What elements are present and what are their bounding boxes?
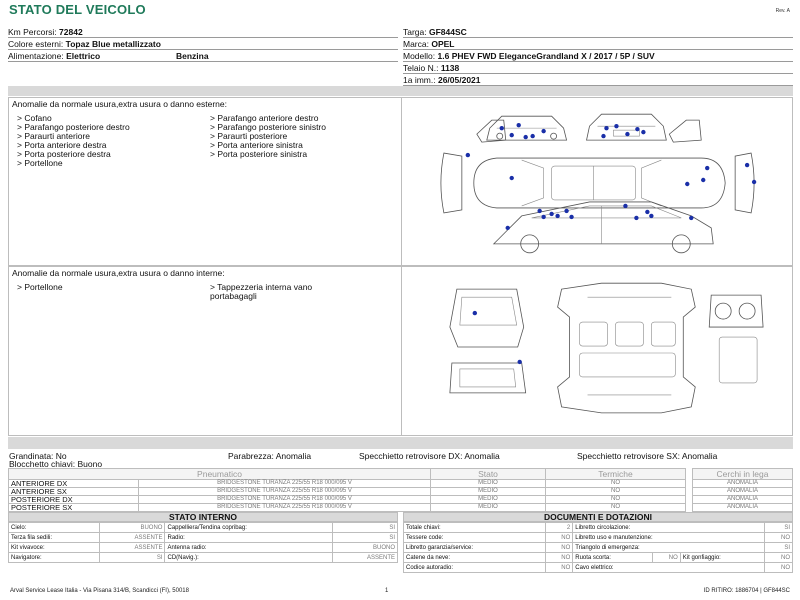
interior-label: Radio: (165, 533, 332, 543)
windshield-status: Parabrezza: Anomalia (228, 451, 312, 461)
internal-damage-list-1 (17, 283, 63, 292)
external-damage-item: > Paraurti anteriore (17, 131, 90, 141)
document-value: SI (765, 543, 793, 553)
tyre-state: MEDIO (431, 496, 546, 504)
model-row (403, 50, 793, 62)
trunk-top-drawing (450, 289, 524, 347)
internal-damage-list-2 (210, 283, 312, 301)
brand-row (403, 38, 793, 50)
registration-label: 1a imm.: (403, 75, 436, 85)
document-label: Tessere code: (404, 533, 546, 543)
damage-markers (473, 311, 522, 364)
tyre-model: BRIDGESTONE TURANZA 225/55 R18 000/095 V (139, 480, 431, 488)
table-row (9, 553, 398, 563)
km-value: 72842 (59, 27, 83, 37)
interior-car-diagram (401, 267, 793, 436)
rear-angle-drawing (669, 120, 701, 142)
table-row (404, 523, 793, 533)
document-value: NO (545, 543, 573, 553)
tyre-position: POSTERIORE DX (9, 496, 139, 504)
tyre-rims: ANOMALIA (693, 504, 793, 512)
table-row (404, 563, 793, 573)
fuel-value-1: Elettrico (66, 51, 101, 61)
tyre-winter: NO (546, 504, 686, 512)
mirror-dx-status: Specchietto retrovisore DX: Anomalia (359, 451, 500, 461)
internal-damage-heading: Anomalie da normale usura,extra usura o danno interne: (12, 268, 225, 278)
document-value: NO (545, 563, 573, 573)
section-divider (8, 86, 793, 96)
document-value: NO (765, 533, 793, 543)
document-label: Kit gonfiaggio: (680, 553, 765, 563)
interior-label: Terza fila sedili: (9, 533, 100, 543)
interior-value: ASSENTE (100, 543, 165, 553)
damage-markers (466, 123, 757, 230)
chassis-value: 1138 (440, 63, 460, 73)
document-label: Cavo elettrico: (573, 563, 765, 573)
interior-table (8, 522, 398, 563)
external-damage-item: > Parafango anteriore destro (210, 113, 319, 123)
section-divider (8, 437, 793, 449)
km-label: Km Percorsi: (8, 27, 57, 37)
internal-damage-item: portabagagli (210, 291, 257, 301)
plate-value: GF844SC (429, 27, 467, 37)
tyres-header-row (9, 469, 793, 480)
tyre-winter: NO (546, 488, 686, 496)
plate-row (403, 26, 793, 38)
interior-label: Navigatore: (9, 553, 100, 563)
tyre-rims: ANOMALIA (693, 488, 793, 496)
external-damage-item: > Parafango posteriore destro (17, 122, 130, 132)
interior-value: SI (332, 533, 397, 543)
document-value: SI (765, 523, 793, 533)
chassis-label: Telaio N.: (403, 63, 439, 73)
brand-label: Marca: (403, 39, 429, 49)
document-label: Totale chiavi: (404, 523, 546, 533)
fuel-row (8, 50, 398, 62)
external-damage-list-2 (210, 114, 326, 159)
tyres-table (8, 468, 793, 512)
table-row (9, 488, 793, 496)
document-label: Codice autoradio: (404, 563, 546, 573)
interior-value: SI (332, 523, 397, 533)
right-mirror-drawing (735, 153, 754, 213)
tyre-winter: NO (546, 496, 686, 504)
color-row (8, 38, 398, 50)
interior-value: BUONO (332, 543, 397, 553)
table-row (404, 543, 793, 553)
hail-status: Grandinata: No (9, 451, 67, 461)
table-row (404, 553, 793, 563)
documents-table (403, 522, 793, 573)
keylock-status: Blocchetto chiavi: Buono (9, 459, 103, 469)
table-row (9, 533, 398, 543)
fuel-value-2: Benzina (176, 51, 209, 61)
document-value: 2 (545, 523, 573, 533)
left-mirror-drawing (441, 153, 462, 213)
table-row (9, 480, 793, 488)
tyre-state: MEDIO (431, 504, 546, 512)
interior-label: CD(Navig.): (165, 553, 332, 563)
table-row (9, 523, 398, 533)
color-value: Topaz Blue metallizzato (65, 39, 161, 49)
revision-label: Rev. A (775, 8, 790, 14)
page-title: STATO DEL VEICOLO (9, 2, 146, 17)
vehicle-info-right (403, 26, 793, 86)
interior-heading: STATO INTERNO (8, 512, 398, 522)
dashboard-drawing (709, 295, 763, 383)
state-column-header: Stato (431, 469, 546, 480)
winter-column-header: Termiche (546, 469, 686, 480)
table-row (9, 496, 793, 504)
table-row (9, 504, 793, 512)
tyre-position: POSTERIORE SX (9, 504, 139, 512)
registration-row (403, 74, 793, 86)
external-damage-item: > Porta anteriore sinistra (210, 140, 303, 150)
document-value: NO (545, 533, 573, 543)
interior-label: Antenna radio: (165, 543, 332, 553)
rims-column-header: Cerchi in lega (693, 469, 793, 480)
external-damage-heading: Anomalie da normale usura,extra usura o danno esterne: (12, 99, 227, 109)
interior-value: ASSENTE (100, 533, 165, 543)
external-damage-item: > Paraurti posteriore (210, 131, 288, 141)
model-label: Modello: (403, 51, 436, 61)
exterior-car-diagram (401, 98, 793, 266)
interior-label: Kit vivavoce: (9, 543, 100, 553)
external-damage-list-1 (17, 114, 130, 168)
internal-damage-item: > Tappezzeria interna vano (210, 282, 313, 292)
documents-heading: DOCUMENTI E DOTAZIONI (403, 512, 793, 522)
interior-value: SI (100, 553, 165, 563)
model-value: 1.6 PHEV FWD EleganceGrandland X / 2017 / 5P / SUV (437, 51, 655, 61)
interior-value: BUONO (100, 523, 165, 533)
external-damage-item: > Porta anteriore destra (17, 140, 107, 150)
footer-reference: ID RITIRO: 1886704 | GF844SC (703, 588, 790, 594)
vehicle-info-left (8, 26, 398, 62)
color-label: Colore esterni: (8, 39, 64, 49)
tyre-position: ANTERIORE DX (9, 480, 139, 488)
tyre-column-header: Pneumatico (9, 469, 431, 480)
document-label: Libretto uso e manutenzione: (573, 533, 765, 543)
mirror-sx-status: Specchietto retrovisore SX: Anomalia (577, 451, 718, 461)
document-value: NO (765, 563, 793, 573)
document-label: Triangolo di emergenza: (573, 543, 765, 553)
external-damage-panel (8, 97, 793, 266)
tyre-model: BRIDGESTONE TURANZA 225/55 R18 000/095 V (139, 488, 431, 496)
document-value: NO (653, 553, 681, 563)
fuel-label: Alimentazione: (8, 51, 64, 61)
internal-damage-panel (8, 266, 793, 436)
rear-view-drawing (587, 114, 667, 140)
trunk-bottom-drawing (450, 363, 526, 393)
tyre-rims: ANOMALIA (693, 480, 793, 488)
tyre-state: MEDIO (431, 488, 546, 496)
external-damage-item: > Porta posteriore destra (17, 149, 111, 159)
chassis-row (403, 62, 793, 74)
tyre-winter: NO (546, 480, 686, 488)
external-damage-item: > Cofano (17, 113, 52, 123)
side-view-drawing (494, 202, 713, 253)
tyre-position: ANTERIORE SX (9, 488, 139, 496)
footer-page-number: 1 (385, 588, 389, 594)
document-label: Libretto garanzia/service: (404, 543, 546, 553)
plate-label: Targa: (403, 27, 427, 37)
interior-label: Cielo: (9, 523, 100, 533)
tyre-state: MEDIO (431, 480, 546, 488)
document-label: Libretto circolazione: (573, 523, 765, 533)
tyre-model: BRIDGESTONE TURANZA 225/55 R18 000/095 V (139, 496, 431, 504)
footer-company: Arval Service Lease Italia - Via Pisana 314/B, Scandicci (FI), 50018 (10, 588, 189, 594)
interior-label: Cappelliera/Tendina copribag: (165, 523, 332, 533)
document-value: NO (545, 553, 573, 563)
tyre-rims: ANOMALIA (693, 496, 793, 504)
km-row (8, 26, 398, 38)
internal-damage-item: > Portellone (17, 282, 63, 292)
tyre-model: BRIDGESTONE TURANZA 225/55 R18 000/095 V (139, 504, 431, 512)
cabin-plan-drawing (558, 283, 696, 413)
document-label: Ruota scorta: (573, 553, 653, 563)
document-label: Catene da neve: (404, 553, 546, 563)
table-row (404, 533, 793, 543)
external-damage-item: > Porta posteriore sinistra (210, 149, 308, 159)
external-damage-item: > Portellone (17, 158, 63, 168)
table-row (9, 543, 398, 553)
document-value: NO (765, 553, 793, 563)
registration-value: 26/05/2021 (437, 75, 481, 85)
brand-value: OPEL (431, 39, 455, 49)
interior-value: ASSENTE (332, 553, 397, 563)
external-damage-item: > Parafango posteriore sinistro (210, 122, 326, 132)
